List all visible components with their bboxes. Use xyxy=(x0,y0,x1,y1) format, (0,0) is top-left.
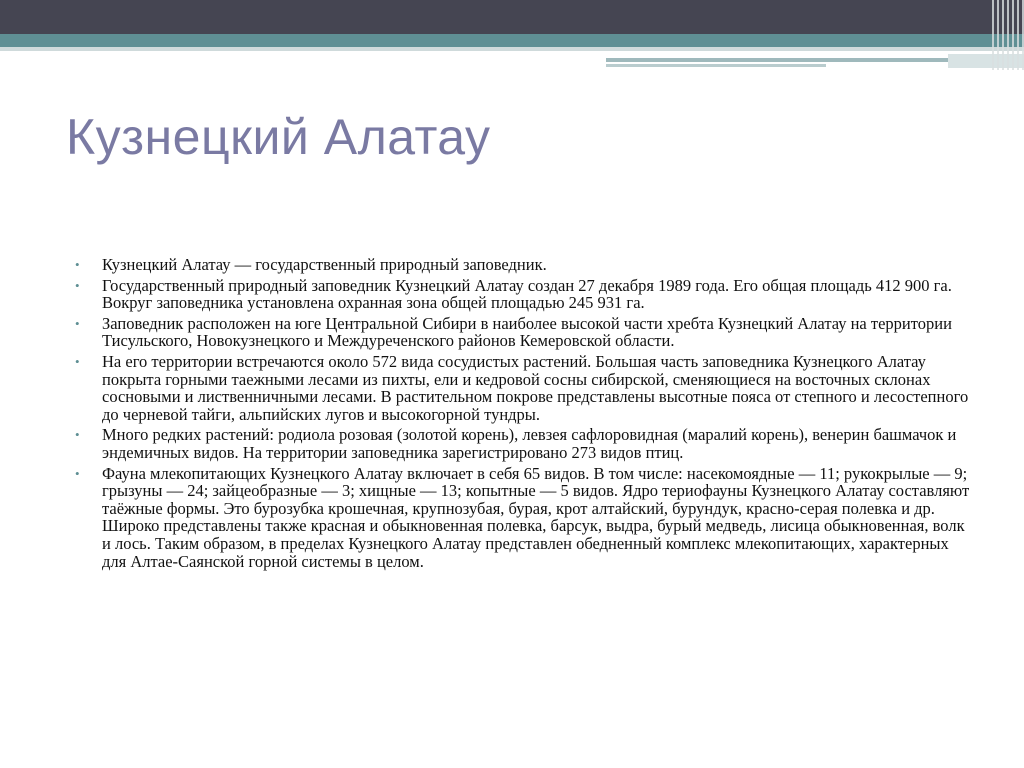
bullet-list xyxy=(75,256,975,573)
bullet-item xyxy=(75,315,975,350)
bullet-icon: • xyxy=(75,257,80,272)
bullet-icon: • xyxy=(75,465,80,481)
bullet-icon: • xyxy=(75,315,80,331)
bullet-text: Фауна млекопитающих Кузнецкого Алатау включает в себя 65 видов. В том числе: насекомоядные — 11; рукокрылые — 9; грызуны — 24; зайцеобразные — 3; хищные — 13; копытные — 5 видов. Ядро териофауны Кузнецкого Алатау составляют таёжные формы. Это бурозубка крошечная, крупнозубая, бурая, крот алтайский, бурундук, красно-серая полевка и др. Широко представлены также красная и обыкновенная полевка, барсук, выдра, бурый медведь, лисица обыкновенная, волк и лось. Таким образом, в пределах Кузнецкого Алатау представлен обедненный комплекс млекопитающих, характерных для Алтае-Саянской горной системы в целом. xyxy=(102,463,970,571)
header-bar-teal xyxy=(0,34,1024,47)
bullet-item xyxy=(75,465,975,571)
bullet-text: Кузнецкий Алатау — государственный природный заповедник. xyxy=(102,255,547,274)
bullet-text: Заповедник расположен на юге Центральной Сибири в наиболее высокой части хребта Кузнецкий Алатау на территории Тисульского, Новокузнецкого и Междуреченского районов Кемеровской области. xyxy=(102,313,952,351)
bullet-text: Государственный природный заповедник Кузнецкий Алатау создан 27 декабря 1989 года. Его общая площадь 412 900 га. Вокруг заповедника установлена охранная зона общей площадью 245 931 га. xyxy=(102,275,952,313)
bullet-item xyxy=(75,256,975,274)
bullet-icon: • xyxy=(75,427,80,443)
decor-band-2 xyxy=(606,64,826,67)
bullet-item xyxy=(75,277,975,312)
bullet-item xyxy=(75,353,975,423)
bullet-text: Много редких растений: родиола розовая (золотой корень), левзея сафлоровидная (маралий корень), венерин башмачок и эндемичных видов. На территории заповедника зарегистрировано 273 видов птиц. xyxy=(102,425,957,462)
bullet-icon: • xyxy=(75,277,80,293)
bullet-icon: • xyxy=(75,353,80,369)
bullet-text: На его территории встречаются около 572 вида сосудистых растений. Большая часть заповедника Кузнецкого Алатау покрыта горными таежными лесами из пихты, ели и кедровой сосны сибирской, сменяющиеся на восточных склонах сосновыми и лиственничными лесами. В растительном покрове представлены высотные пояса от степного и лесостепного до черневой тайги, альпийских лугов и высокогорной тундры. xyxy=(102,351,969,424)
bullet-item xyxy=(75,426,975,461)
header-bar-dark xyxy=(0,0,1024,34)
header-bar-light xyxy=(0,47,1024,51)
decor-stripes xyxy=(992,0,1024,70)
decor-band-1 xyxy=(606,58,948,62)
slide-title: Кузнецкий Алатау xyxy=(66,109,491,165)
